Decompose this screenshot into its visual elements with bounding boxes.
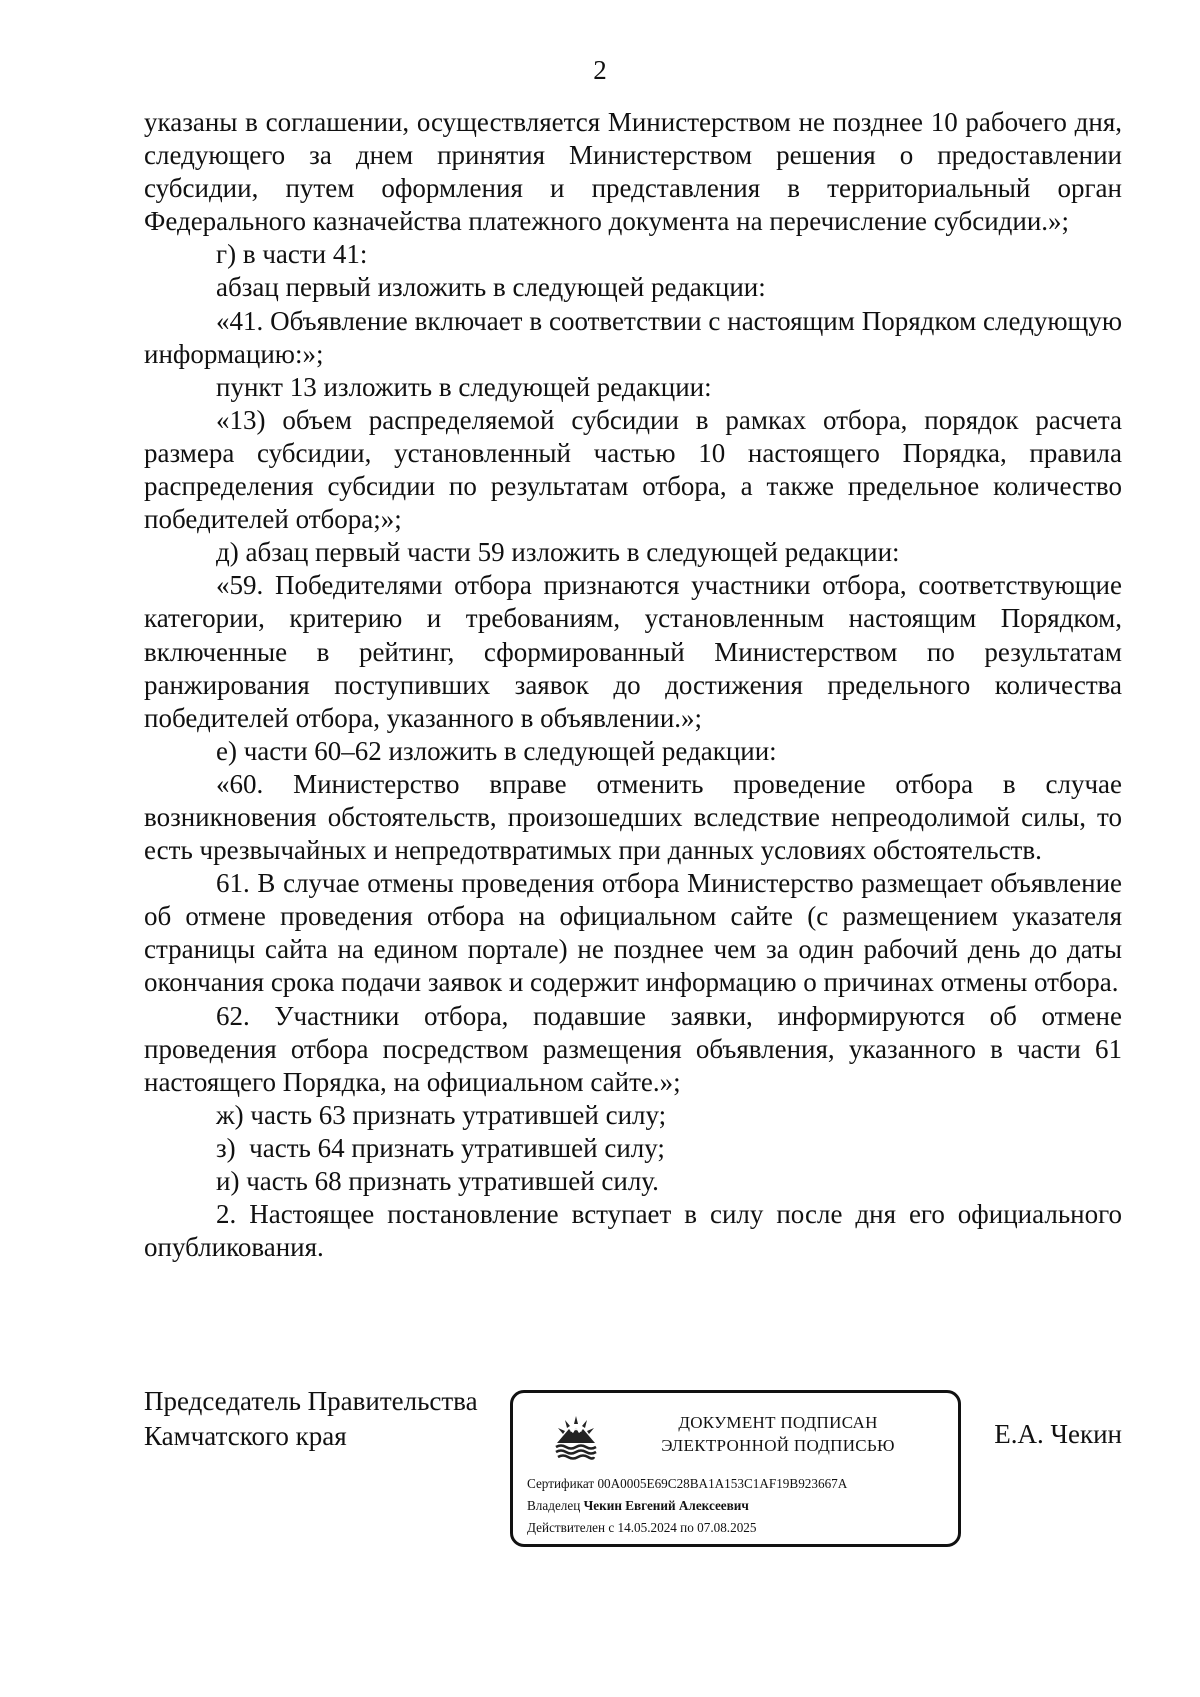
- valid-from-label: с: [608, 1520, 615, 1535]
- signatory-name: Е.А. Чекин: [994, 1419, 1122, 1449]
- signatory-position-line1: Председатель Правительства: [144, 1386, 478, 1416]
- stamp-details: [527, 1473, 847, 1539]
- paragraph-part-41: «41. Объявление включает в соответствии с настоящим Порядком следующую информацию:»;: [144, 305, 1122, 369]
- certificate-value: 00A0005E69C28BA1A153C1AF19B923667A: [597, 1476, 848, 1491]
- stamp-title-line1: ДОКУМЕНТ ПОДПИСАН: [678, 1413, 878, 1432]
- paragraph-item-d: д) абзац первый части 59 изложить в следующей редакции:: [216, 537, 900, 568]
- signatory-position: [144, 1384, 478, 1454]
- paragraph-item-i: и) часть 68 признать утратившей силу.: [216, 1166, 659, 1196]
- paragraph-point-13: «13) объем распределяемой субсидии в рамках отбора, порядок расчета размера субсидии, установленный частью 10 настоящего Порядка, правила распределения субсидии по результатам отбора, а также предельное количество победителей отбора;»;: [144, 404, 1122, 535]
- paragraph-part-60: «60. Министерство вправе отменить проведение отбора в случае возникновения обстоятельств, произошедших вследствие непреодолимой силы, то есть чрезвычайных и непредотвратимых при данных условиях обстоятельств.: [144, 768, 1122, 866]
- paragraph-item-e: е) части 60–62 изложить в следующей редакции:: [216, 735, 777, 766]
- valid-to-date: 07.08.2025: [697, 1520, 757, 1535]
- paragraph-part-62: 62. Участники отбора, подавшие заявки, информируются об отмене проведения отбора посредством размещения объявления, указанного в части 61 настоящего Порядка, на официальном сайте.»;: [144, 1000, 1122, 1097]
- electronic-signature-stamp: [510, 1390, 961, 1547]
- paragraph-part-61: 61. В случае отмены проведения отбора Министерство размещает объявление об отмене проведения отбора на официальном сайте (с размещением указателя страницы сайта на едином портале) не позднее чем за один рабочий день до даты окончания срока подачи заявок и содержит информацию о причинах отмены отбора.: [144, 868, 1122, 998]
- stamp-title: [618, 1411, 938, 1457]
- owner-value: Чекин Евгений Алексеевич: [583, 1498, 749, 1513]
- kamchatka-emblem-icon: [551, 1413, 601, 1463]
- document-body: [144, 106, 1122, 1264]
- valid-from-date: 14.05.2024: [617, 1520, 677, 1535]
- page-number: 2: [593, 55, 607, 85]
- paragraph-item-g: г) в части 41:: [216, 239, 368, 270]
- paragraph-point-13-intro: пункт 13 изложить в следующей редакции:: [216, 371, 712, 402]
- owner-row: [527, 1495, 847, 1517]
- paragraph-continuation: указаны в соглашении, осуществляется Министерством не позднее 10 рабочего дня, следующего за днем принятия Министерством решения о предоставлении субсидии, путем оформления и представления в территориальный орган Федерального казначейства платежного документа на перечисление субсидии.»;: [144, 107, 1122, 237]
- paragraph-item-z: з) часть 64 признать утратившей силу;: [216, 1132, 665, 1163]
- valid-to-label: по: [680, 1520, 694, 1535]
- certificate-row: [527, 1473, 847, 1495]
- validity-row: [527, 1517, 847, 1539]
- paragraph-first-abzac: абзац первый изложить в следующей редакции:: [216, 272, 766, 303]
- signatory-position-line2: Камчатского края: [144, 1421, 347, 1451]
- owner-label: Владелец: [527, 1498, 581, 1513]
- valid-label: Действителен: [527, 1520, 606, 1535]
- paragraph-item-zh: ж) часть 63 признать утратившей силу;: [216, 1099, 667, 1130]
- stamp-title-line2: ЭЛЕКТРОННОЙ ПОДПИСЬЮ: [661, 1436, 895, 1455]
- paragraph-part-59: «59. Победителями отбора признаются участники отбора, соответствующие категории, критерию и требованиям, установленным настоящим Порядком, включенные в рейтинг, сформированный Министерством по результатам ранжирования поступивших заявок до достижения предельного количества победителей отбора, указанного в объявлении.»;: [144, 570, 1122, 733]
- paragraph-point-2: 2. Настоящее постановление вступает в силу после дня его официального опубликования.: [144, 1199, 1122, 1263]
- certificate-label: Сертификат: [527, 1476, 595, 1491]
